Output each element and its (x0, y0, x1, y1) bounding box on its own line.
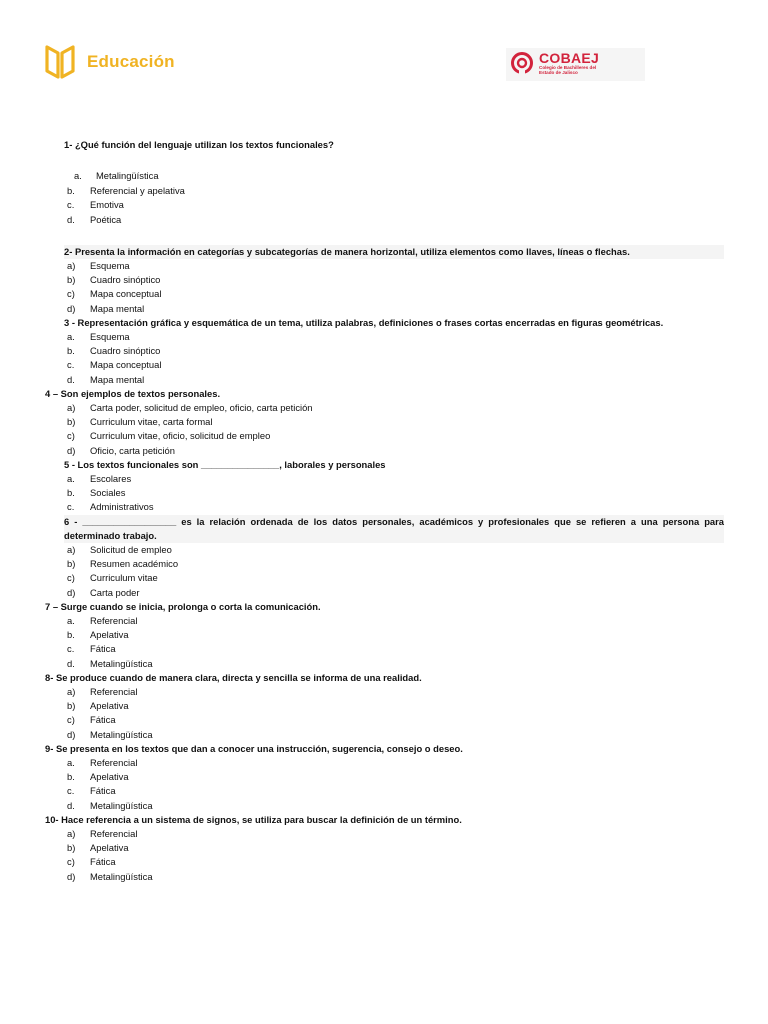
option-marker: d) (67, 586, 76, 598)
option-marker: c. (67, 643, 75, 655)
option-marker: b) (67, 416, 76, 428)
options-1 (0, 169, 768, 227)
cobaej-emblem-icon (510, 51, 534, 75)
options-2 (0, 259, 768, 316)
option-text: Emotiva (90, 199, 124, 210)
option (0, 287, 768, 301)
question-6: 6 - __________________ es la relación ordenada de los datos personales, académicos y profesionales que se refieren a una persona para determinado trabajo. (64, 515, 724, 543)
option-marker: a. (74, 170, 82, 181)
option (0, 614, 768, 628)
option-text: Oficio, carta petición (90, 444, 175, 456)
option (0, 401, 768, 415)
option (0, 373, 768, 387)
institution-subtitle: Colegio de Bachilleres del Estado de Jalisco (539, 65, 597, 75)
option (0, 586, 768, 600)
option-text: Referencial (90, 757, 138, 768)
question-7: 7 – Surge cuando se inicia, prolonga o corta la comunicación. (45, 601, 321, 612)
option-marker: d. (67, 657, 75, 669)
options-3 (0, 330, 768, 387)
option (0, 642, 768, 656)
option (0, 756, 768, 770)
option-marker: a. (67, 615, 75, 626)
question-3: 3 - Representación gráfica y esquemática de un tema, utiliza palabras, definiciones o frases cortas encerradas en figuras geométricas. (64, 317, 664, 328)
question-1: 1- ¿Qué función del lenguaje utilizan los textos funcionales? (64, 139, 334, 150)
option (0, 259, 768, 273)
option (0, 870, 768, 884)
option (0, 827, 768, 841)
option-marker: a. (67, 757, 75, 768)
option-marker: d. (67, 799, 75, 811)
option (0, 213, 768, 228)
option-text: Metalingüística (90, 870, 153, 882)
option-text: Escolares (90, 473, 132, 484)
options-9 (0, 756, 768, 813)
option (0, 713, 768, 727)
option-marker: b) (67, 558, 76, 570)
option (0, 302, 768, 316)
brand-name: Educación (87, 52, 175, 71)
option (0, 358, 768, 372)
institution-logo (506, 48, 645, 81)
option-text: Curriculum vitae, carta formal (90, 416, 213, 428)
question-10: 10- Hace referencia a un sistema de signos, se utiliza para buscar la definición de un término. (45, 814, 462, 825)
option-marker: b) (67, 842, 76, 854)
question-5: 5 - Los textos funcionales son _______________, laborales y personales (64, 459, 386, 470)
option (0, 429, 768, 443)
option-text: Carta poder, solicitud de empleo, oficio, carta petición (90, 402, 313, 413)
option-text: Referencial (90, 828, 138, 839)
option-marker: a. (67, 331, 75, 342)
option (0, 557, 768, 571)
option-text: Mapa mental (90, 302, 145, 314)
option (0, 444, 768, 458)
option (0, 799, 768, 813)
option-marker: d. (67, 373, 75, 385)
option-text: Apelativa (90, 842, 129, 854)
option-marker: c) (67, 714, 75, 726)
options-5 (0, 472, 768, 515)
option-text: Poética (90, 213, 122, 225)
options-8 (0, 685, 768, 742)
option-marker: b) (67, 700, 76, 712)
option (0, 500, 768, 514)
option (0, 628, 768, 642)
question-8: 8- Se produce cuando de manera clara, directa y sencilla se informa de una realidad. (45, 672, 422, 683)
open-book-icon (45, 44, 75, 80)
option-marker: b. (67, 345, 75, 357)
option-marker: c. (67, 785, 75, 797)
option-text: Mapa conceptual (90, 359, 162, 371)
option-text: Carta poder (90, 586, 140, 598)
option (0, 472, 768, 486)
option-text: Solicitud de empleo (90, 544, 172, 555)
option-marker: d) (67, 728, 76, 740)
option (0, 184, 768, 199)
option (0, 699, 768, 713)
option-marker: c) (67, 856, 75, 868)
education-logo (45, 44, 175, 80)
option-marker: c. (67, 359, 75, 371)
option (0, 728, 768, 742)
options-6 (0, 543, 768, 600)
option-marker: b. (67, 487, 75, 499)
option-text: Referencial (90, 615, 138, 626)
option-marker: d. (67, 213, 75, 225)
option-text: Apelativa (90, 700, 129, 712)
option-marker: c. (67, 501, 75, 513)
option (0, 198, 768, 213)
option (0, 657, 768, 671)
option-text: Cuadro sinóptico (90, 274, 161, 286)
option-marker: b. (67, 771, 75, 783)
option-text: Fática (90, 643, 116, 655)
option-text: Metalingüística (90, 728, 153, 740)
option (0, 770, 768, 784)
option (0, 169, 768, 184)
option-text: Mapa conceptual (90, 288, 162, 300)
option-text: Fática (90, 856, 116, 868)
option-marker: a) (67, 260, 76, 271)
options-7 (0, 614, 768, 671)
option-marker: b) (67, 274, 76, 286)
option-marker: c) (67, 572, 75, 584)
option-text: Metalingüística (96, 170, 159, 181)
option-text: Curriculum vitae (90, 572, 158, 584)
option-marker: c) (67, 430, 75, 442)
option-marker: b. (67, 629, 75, 641)
option (0, 344, 768, 358)
option-text: Metalingüística (90, 657, 153, 669)
option-text: Metalingüística (90, 799, 153, 811)
option-text: Sociales (90, 487, 126, 499)
option-text: Mapa mental (90, 373, 145, 385)
option (0, 841, 768, 855)
question-9: 9- Se presenta en los textos que dan a conocer una instrucción, sugerencia, consejo o deseo. (45, 743, 463, 754)
option-text: Curriculum vitae, oficio, solicitud de empleo (90, 430, 271, 442)
option (0, 571, 768, 585)
option-text: Fática (90, 785, 116, 797)
question-2: 2- Presenta la información en categorías y subcategorías de manera horizontal, utiliza elementos como llaves, líneas o flechas. (64, 245, 724, 259)
option-marker: d) (67, 870, 76, 882)
option-marker: a) (67, 686, 76, 697)
option-text: Fática (90, 714, 116, 726)
option (0, 486, 768, 500)
option-marker: a. (67, 473, 75, 484)
question-4: 4 – Son ejemplos de textos personales. (45, 388, 221, 399)
option-marker: a) (67, 544, 76, 555)
option-marker: b. (67, 184, 75, 196)
option (0, 415, 768, 429)
option-text: Esquema (90, 260, 130, 271)
options-4 (0, 401, 768, 458)
option-text: Resumen académico (90, 558, 179, 570)
institution-name: COBAEJ (539, 50, 600, 66)
option-marker: a) (67, 402, 76, 413)
option-marker: c) (67, 288, 75, 300)
option-marker: a) (67, 828, 76, 839)
options-10 (0, 827, 768, 884)
option (0, 855, 768, 869)
option-text: Referencial y apelativa (90, 184, 185, 196)
option-marker: d) (67, 302, 76, 314)
option (0, 784, 768, 798)
option (0, 685, 768, 699)
option (0, 330, 768, 344)
option-text: Apelativa (90, 771, 129, 783)
option-marker: d) (67, 444, 76, 456)
option-text: Administrativos (90, 501, 154, 513)
option (0, 543, 768, 557)
option-text: Esquema (90, 331, 130, 342)
option-marker: c. (67, 199, 75, 210)
option-text: Referencial (90, 686, 138, 697)
option-text: Cuadro sinóptico (90, 345, 161, 357)
option (0, 273, 768, 287)
option-text: Apelativa (90, 629, 129, 641)
